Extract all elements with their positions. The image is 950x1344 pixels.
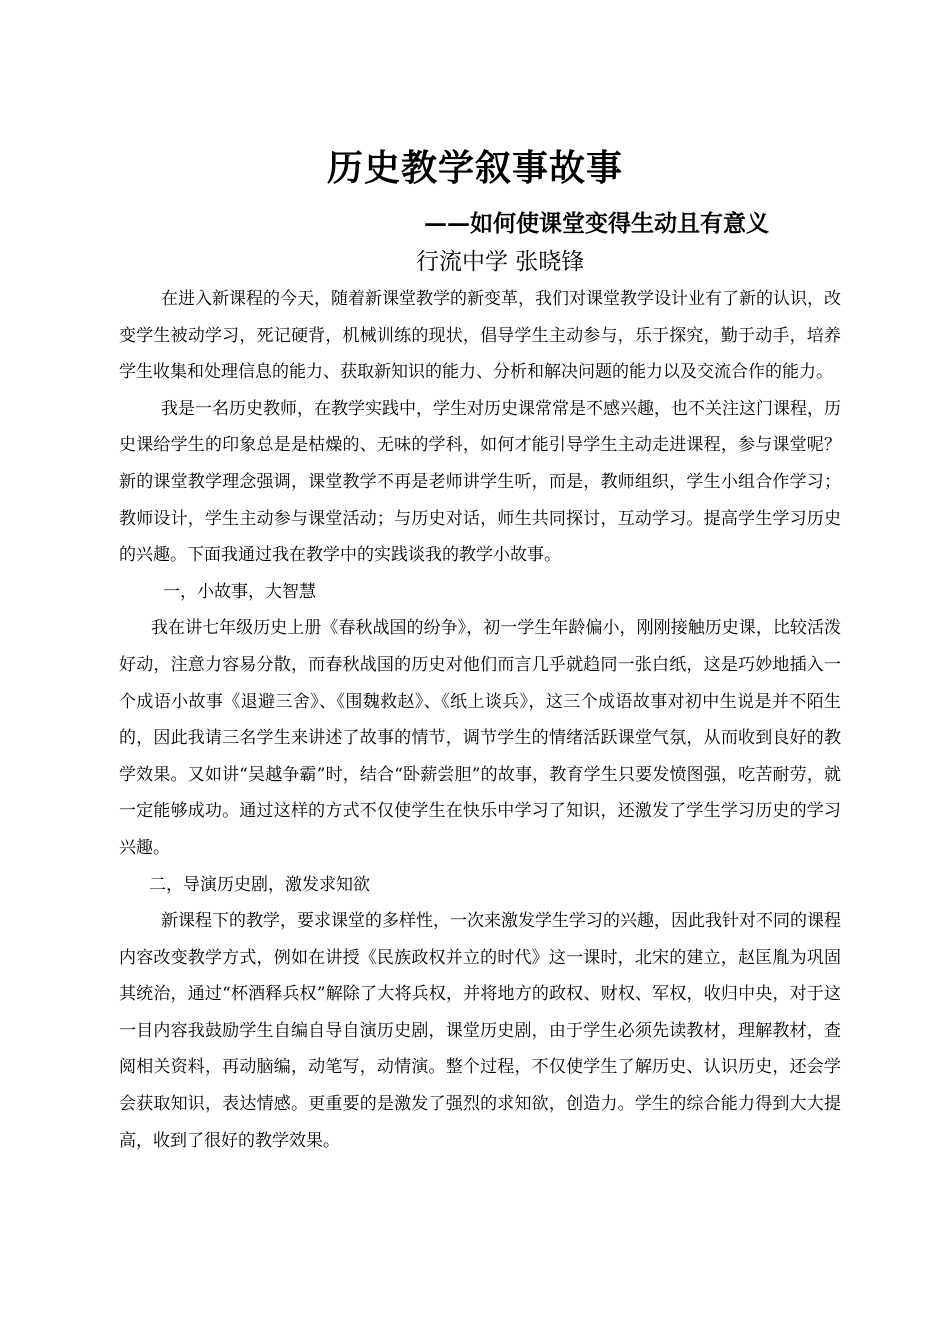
paragraph-section-2: 新课程下的教学，要求课堂的多样性，一次来激发学生学习的兴趣，因此我针对不同的课程内容改变教学方式，例如在讲授《民族政权并立的时代》这一课时，北宋的建立，赵匡胤为巩固其统治，通过“杯酒释兵权”解除了大将兵权，并将地方的政权、财权、军权，收归中央，对于这一目内容我鼓励学生自编自导自演历史剧，课堂历史剧，由于学生必须先读教材，理解教材，查阅相关资料，再动脑编，动笔写，动情演。整个过程，不仅使学生了解历史、认识历史，还会学会获取知识，表达情感。更重要的是激发了强烈的求知欲，创造力。学生的综合能力得到大大提高，收到了很好的教学效果。 [119,911,841,1151]
paragraph-section-1: 我在讲七年级历史上册《春秋战国的纷争》，初一学生年龄偏小，刚刚接触历史课，比较活泼好动，注意力容易分散，而春秋战国的历史对他们而言几乎就趋同一张白纸，这是巧妙地插入一个成语小故事《退避三舍》、《围魏救赵》、《纸上谈兵》，这三个成语故事对初中生说是并不陌生的，因此我请三名学生来讲述了故事的情节，调节学生的情绪活跃课堂气氛，从而收到良好的教学效果。又如讲“吴越争霸”时，结合“卧薪尝胆”的故事，教育学生只要发愤图强，吃苦耐劳，就一定能够成功。通过这样的方式不仅使学生在快乐中学习了知识，还激发了学生学习历史的学习兴趣。 [119,618,841,858]
paragraph-intro: 在进入新课程的今天，随着新课堂教学的新变革，我们对课堂教学设计业有了新的认识，改变学生被动学习，死记硬背，机械训练的现状，倡导学生主动参与，乐于探究，勤于动手，培养学生收集和处理信息的能力、获取新知识的能力、分析和解决问题的能力以及交流合作的能力。 [119,289,841,383]
document-title: 历史教学叙事故事 [326,147,623,189]
document-subtitle: ——如何使课堂变得生动且有意义 [424,210,769,237]
document-author: 行流中学 张晓锋 [416,249,585,275]
paragraph-background: 我是一名历史教师，在教学实践中，学生对历史课常常是不感兴趣，也不关注这门课程，历史课给学生的印象总是是枯燥的、无味的学科，如何才能引导学生主动走进课程，参与课堂呢？新的课堂教学理念强调，课堂教学不再是老师讲学生听，而是，教师组织，学生小组合作学习；教师设计，学生主动参与课堂活动；与历史对话，师生共同探讨，互动学习。提高学生学习历史的兴趣。下面我通过我在教学中的实践谈我的教学小故事。 [119,398,841,566]
section-heading-1: 一，小故事，大智慧 [163,581,316,602]
document-body [119,281,841,1159]
section-heading-2: 二，导演历史剧，激发求知欲 [149,874,370,895]
